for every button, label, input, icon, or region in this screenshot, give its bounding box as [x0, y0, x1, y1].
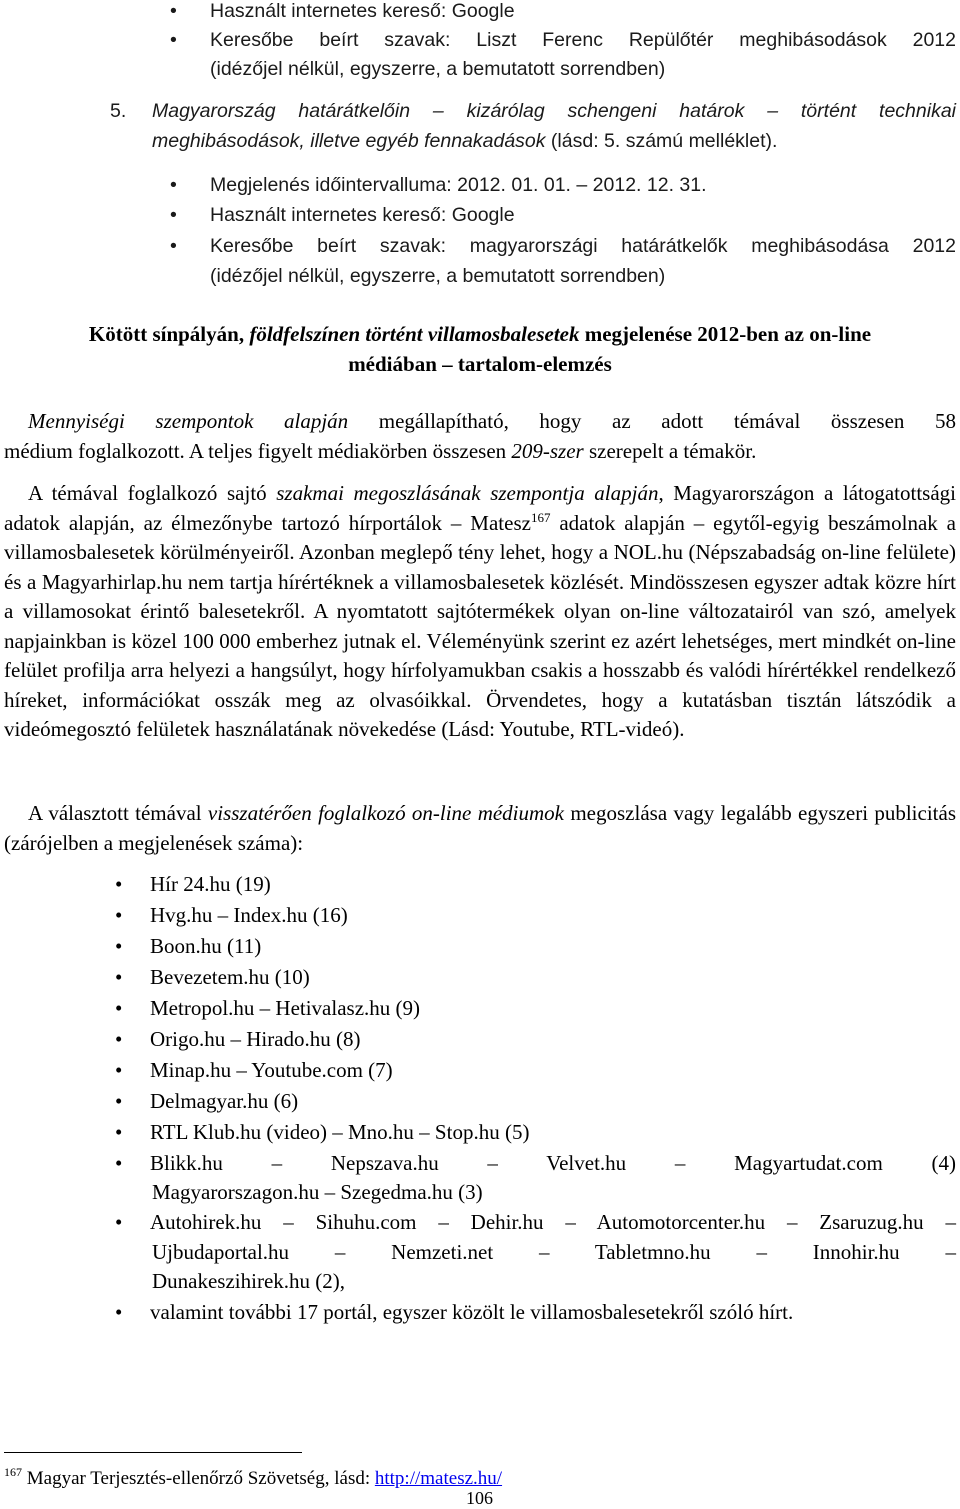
footnote-link[interactable]: http://matesz.hu/: [374, 1468, 503, 1489]
list-item-continuation: Ujbudaportal.hu – Nemzeti.net – Tabletmno.hu – Innohir.hu –: [152, 1240, 956, 1264]
paragraph: [4, 407, 956, 466]
item5-rest: (lásd: 5. számú melléklet).: [545, 130, 778, 152]
list-item-text: Keresőbe beírt szavak: magyarországi határátkelők meghibásodása 2012: [210, 235, 956, 257]
list-item-text: Hír 24.hu (19): [150, 872, 271, 896]
bullet-icon: •: [115, 1120, 123, 1144]
footnote: [4, 1465, 503, 1490]
text: A témával foglalkozó sajtó: [28, 481, 277, 505]
heading-part: Kötött sínpályán,: [88, 322, 250, 346]
section-heading-line2: médiában – tartalom-elemzés: [348, 352, 612, 376]
bullet-icon: •: [115, 1027, 123, 1051]
paragraph-line: [4, 437, 956, 467]
item5-italic: meghibásodások, illetve egyéb fennakadások: [152, 130, 546, 152]
list-item-continuation: (idézőjel nélkül, egyszerre, a bemutatott sorrendben): [210, 58, 666, 80]
list-item-text: Boon.hu (11): [150, 934, 262, 958]
bullet-icon: •: [115, 1210, 123, 1234]
text: megállapítható, hogy az adott témával összesen 58: [348, 409, 957, 433]
bullet-icon: •: [115, 1151, 123, 1175]
bullet-icon: •: [170, 204, 177, 226]
bullet-icon: •: [115, 1300, 123, 1324]
text: adatok alapján – egytől-egyig beszámolnak a villamosbalesetek körülményeiről. Azonban meglepő tény lehet, hogy a NOL.hu (Népszabadság on-line felülete) és a Magyarhirlap.hu nem tartja hírértéknek a villamosbalesetek közlését. Mindösszesen egyszer adtak közre hírt a villamosokat érintő balesetekről. A nyomtatott sajtótermékek olyan on-line változatairól van szó, amelyek napjainkban is közel 100 000 emberhez jutnak el. Véleményünk szerint ez azért lehetséges, mert mindkét on-line felület profilja arra helyezi a hangsúlyt, hogy hírfolyamukban csakis a hosszabb és valódi hírértékkel rendelkező híreket, információkat osszák meg az olvasóikkal. Örvendetes, hogy a kutatásban tisztán látszódik a videómegosztó felületek használatának növekedése (Lásd: Youtube, RTL-videó).: [4, 510, 956, 741]
bullet-icon: •: [170, 235, 177, 257]
list-item-text: Delmagyar.hu (6): [150, 1089, 299, 1113]
text: A választott témával: [28, 801, 208, 825]
list-item-text: Autohirek.hu – Sihuhu.com – Dehir.hu – Automotorcenter.hu – Zsaruzug.hu –: [150, 1210, 956, 1234]
footnote-mark[interactable]: 167: [530, 509, 551, 525]
footnote-mark: 167: [4, 1465, 22, 1479]
list-number: 5.: [110, 100, 127, 122]
list-item-continuation: (idézőjel nélkül, egyszerre, a bemutatott sorrendben): [210, 265, 666, 287]
item5-line2: [152, 130, 777, 153]
section-heading: [0, 322, 960, 347]
bullet-icon: •: [115, 996, 123, 1020]
footnote-text: Magyar Terjesztés-ellenőrző Szövetség, lásd:: [22, 1468, 375, 1489]
italic-text: 209-szer: [511, 438, 584, 463]
bullet-icon: •: [115, 934, 123, 958]
list-item-continuation: Dunakeszihirek.hu (2),: [152, 1269, 346, 1293]
italic-text: Mennyiségi szempontok alapján: [28, 409, 349, 433]
text: , Magyarországon a látogatottsági adatok alapján, az élmezőnybe tartozó hírportálok – Matesz: [4, 481, 956, 535]
list-item-text: Használt internetes kereső: Google: [210, 0, 515, 22]
list-item-text: Megjelenés időintervalluma: 2012. 01. 01. – 2012. 12. 31.: [210, 174, 707, 196]
bullet-icon: •: [170, 174, 177, 196]
list-item-text: Origo.hu – Hirado.hu (8): [150, 1027, 361, 1051]
list-item-text: valamint további 17 portál, egyszer közölt le villamosbalesetekről szóló hírt.: [150, 1300, 794, 1324]
bullet-icon: •: [115, 872, 123, 896]
paragraph-line: [4, 407, 956, 437]
paragraph: [4, 479, 956, 745]
text: szerepelt a témakör.: [583, 438, 757, 463]
bullet-icon: •: [170, 29, 177, 51]
bullet-icon: •: [115, 1058, 123, 1082]
heading-italic: földfelszínen történt villamosbalesetek: [249, 322, 580, 346]
paragraph: [4, 799, 956, 858]
text: megoszlása vagy legalább egyszeri publicitás (zárójelben a megjelenések száma):: [4, 801, 956, 855]
italic-text: visszatérően foglalkozó on-line médiumok: [207, 801, 565, 825]
heading-part: megjelenése 2012-ben az on-line: [579, 322, 872, 346]
bullet-icon: •: [115, 1089, 123, 1113]
list-item-continuation: Magyarorszagon.hu – Szegedma.hu (3): [152, 1180, 483, 1204]
list-item-text: Keresőbe beírt szavak: Liszt Ferenc Repülőtér meghibásodások 2012: [210, 29, 956, 51]
bullet-icon: •: [170, 0, 177, 22]
list-item-text: Blikk.hu – Nepszava.hu – Velvet.hu – Magyartudat.com (4): [150, 1151, 956, 1175]
item5-line1: Magyarország határátkelőin – kizárólag schengeni határok – történt technikai: [152, 100, 956, 122]
list-item-text: Minap.hu – Youtube.com (7): [150, 1058, 393, 1082]
list-item-text: Hvg.hu – Index.hu (16): [150, 903, 348, 927]
footnote-divider: [4, 1452, 302, 1453]
bullet-icon: •: [115, 965, 123, 989]
page-number: 106: [466, 1488, 493, 1508]
list-item-text: Metropol.hu – Hetivalasz.hu (9): [150, 996, 421, 1020]
italic-text: szakmai megoszlásának szempontja alapján: [276, 481, 659, 505]
list-item-text: RTL Klub.hu (video) – Mno.hu – Stop.hu (5): [150, 1120, 530, 1144]
text: médium foglalkozott. A teljes figyelt médiakörben összesen: [4, 438, 512, 463]
list-item-text: Bevezetem.hu (10): [150, 965, 310, 989]
bullet-icon: •: [115, 903, 123, 927]
list-item-text: Használt internetes kereső: Google: [210, 204, 515, 226]
